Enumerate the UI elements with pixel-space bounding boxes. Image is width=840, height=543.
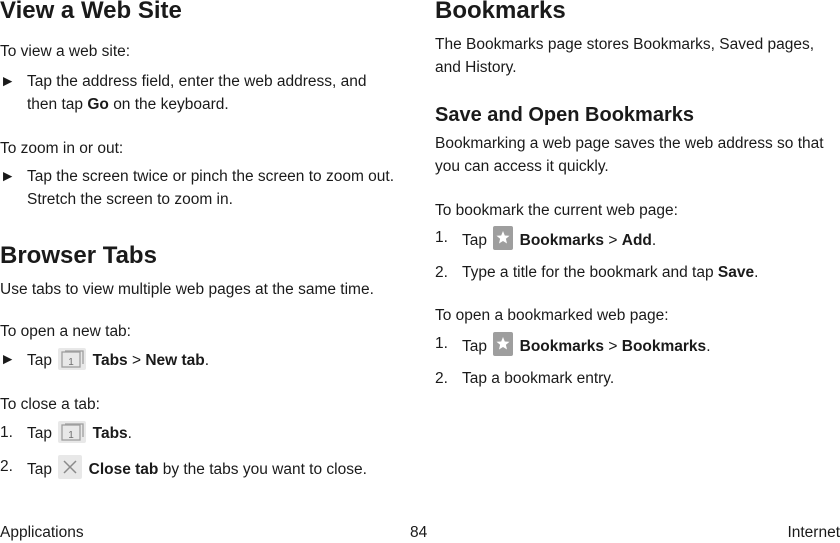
step-number: 2. [435,264,448,281]
page-number: 84 [410,524,428,541]
bookmark-page-intro: To bookmark the current web page: [435,202,678,219]
save-label: Save [717,264,755,281]
step-number: 1. [435,335,448,352]
bookmark-star-icon [493,226,513,250]
zoom-intro: To zoom in or out: [0,140,124,157]
close-tab-intro: To close a tab: [0,396,100,413]
close-tab-label: Close tab [88,461,159,478]
save-open-intro: Bookmarking a web page saves the web address so that you can access it quickly. [435,135,824,175]
step-number: 2. [435,370,448,387]
bookmarks-title: Bookmarks [435,0,566,24]
bookmark-star-icon [493,332,513,356]
bookmarks-intro: The Bookmarks page stores Bookmarks, Saved pages, and History. [435,36,815,76]
browser-tabs-title: Browser Tabs [0,242,157,269]
bookmarks-label: Bookmarks [519,232,605,249]
bullet-marker: ► [0,168,16,185]
add-label: Add [621,232,652,249]
bullet-marker: ► [0,73,16,90]
tabs-label: Tabs [92,425,128,442]
svg-text:1: 1 [68,430,75,441]
view-site-title: View a Web Site [0,0,182,24]
tabs-icon [58,348,86,370]
new-tab-label: New tab [145,352,205,369]
footer-section: Applications [0,524,84,541]
bookmarks-label: Bookmarks [621,338,707,355]
browser-tabs-intro: Use tabs to view multiple web pages at the same time. [0,281,374,298]
step-number: 2. [0,458,13,475]
step-number: 1. [435,229,448,246]
tabs-icon [58,421,86,443]
tabs-label: Tabs [92,352,128,369]
save-open-title: Save and Open Bookmarks [435,104,694,126]
svg-text:1: 1 [68,357,75,368]
bullet-marker: ► [0,351,16,368]
close-icon [58,455,82,479]
bookmarks-label: Bookmarks [519,338,605,355]
footer-chapter: Internet [787,524,840,541]
step-number: 1. [0,424,13,441]
open-bookmark-intro: To open a bookmarked web page: [435,307,669,324]
view-site-intro: To view a web site: [0,43,131,60]
open-tab-intro: To open a new tab: [0,323,131,340]
go-key-label: Go [87,96,109,113]
